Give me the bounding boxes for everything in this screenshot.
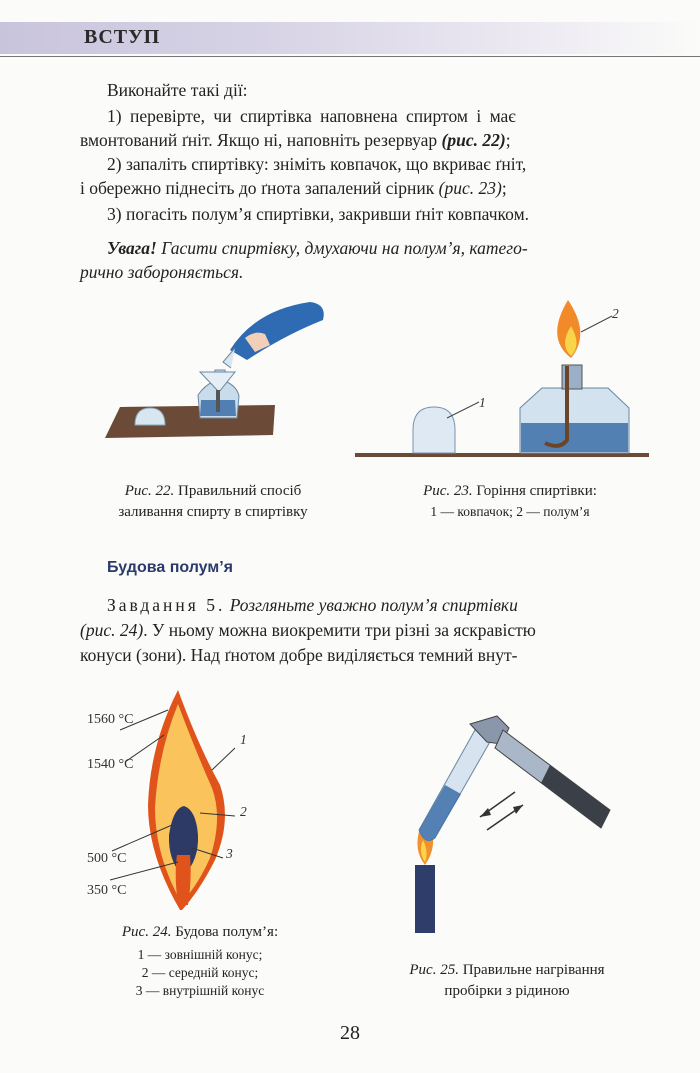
task-line-3: конуси (зони). Над ґнотом добре виділяється темний внут- <box>80 645 518 665</box>
fig24-legend: 1 — зовнішній конус; 2 — середній конус; 3 — внутрішній конус <box>135 947 265 998</box>
warning-line-2: рично забороняється. <box>80 262 244 282</box>
fig23-label-1: 1 <box>479 395 486 410</box>
temp-label-350: 350 °C <box>87 883 127 898</box>
fig24-label-3: 3 <box>226 846 233 861</box>
fig25-caption: Рис. 25. Правильне нагрівання пробірки з рідиною <box>409 962 605 999</box>
fig24-caption: Рис. 24. Будова полум’я: <box>121 924 279 940</box>
fig24-label-1: 1 <box>240 732 247 747</box>
fig24-label-2: 2 <box>240 804 247 819</box>
instructions-lead: Виконайте такі дії: <box>107 80 248 100</box>
chapter-title: ВСТУП <box>84 26 161 48</box>
warning-line-1: Увага! Гасити спиртівку, дмухаючи на полум’я, катего- <box>107 238 528 258</box>
step-1-line-1: 1) перевірте, чи спиртівка наповнена спиртом і має <box>107 106 516 126</box>
header-divider <box>0 56 700 57</box>
fig22-pouring-illustration <box>95 290 335 460</box>
fig22-caption: Рис. 22. Правильний спосіб заливання спирту в спиртівку <box>118 483 308 520</box>
step-3: 3) погасіть полум’я спиртівки, закривши ґніт ковпачком. <box>107 204 530 224</box>
fig23-label-2: 2 <box>612 306 619 321</box>
fig23-caption: Рис. 23. Горіння спиртівки: 1 — ковпачок; 2 — полум’я <box>423 483 597 519</box>
fig25-heating-illustration <box>405 710 625 935</box>
task-line-2: (рис. 24). У ньому можна виокремити три різні за яскравістю <box>80 620 536 640</box>
page-number: 28 <box>340 1022 360 1044</box>
section-heading: Будова полум’я <box>107 559 233 576</box>
fig23-lamp-illustration <box>355 290 655 465</box>
fig24-flame-diagram <box>120 690 260 915</box>
temp-label-500: 500 °C <box>87 851 127 866</box>
temp-label-1540: 1540 °C <box>87 757 134 772</box>
temp-label-1560: 1560 °C <box>87 712 134 727</box>
task-line-1: Завдання 5. Розгляньте уважно полум’я спиртівки <box>107 595 518 615</box>
step-2-line-2: і обережно піднесіть до ґнота запалений сірник (рис. 23); <box>80 178 507 198</box>
step-2-line-1: 2) запаліть спиртівку: зніміть ковпачок, що вкриває ґніт, <box>107 154 527 174</box>
step-1-line-2: вмонтований ґніт. Якщо ні, наповніть резервуар (рис. 22); <box>80 130 511 150</box>
